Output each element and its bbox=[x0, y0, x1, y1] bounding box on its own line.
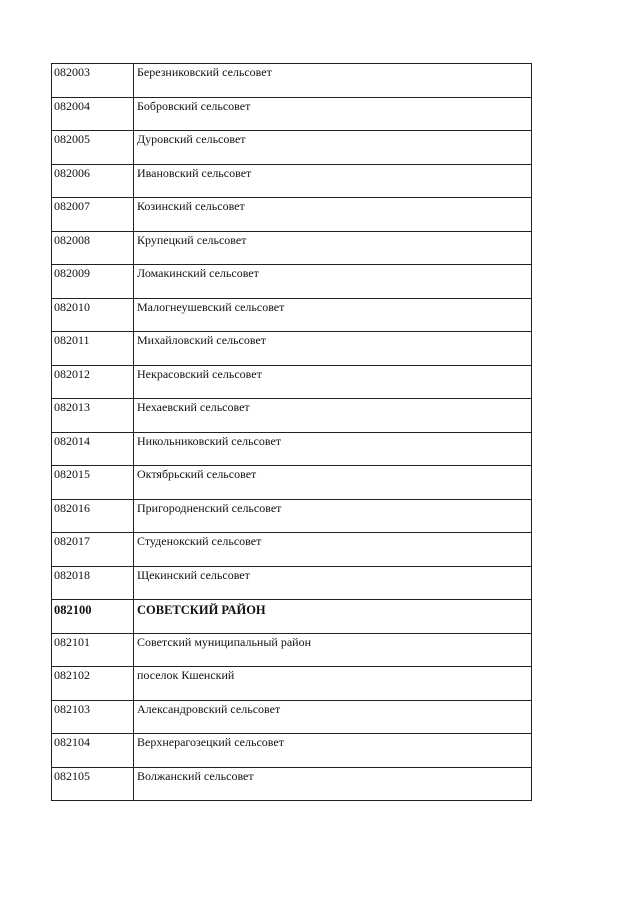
row-name: Советский муниципальный район bbox=[134, 633, 532, 667]
table-row bbox=[52, 466, 532, 500]
row-code: 082018 bbox=[52, 566, 134, 600]
row-name: Александровский сельсовет bbox=[134, 700, 532, 734]
row-code: 082100 bbox=[52, 600, 134, 634]
row-name: Никольниковский сельсовет bbox=[134, 432, 532, 466]
row-name: Октябрьский сельсовет bbox=[134, 466, 532, 500]
row-name: Щекинский сельсовет bbox=[134, 566, 532, 600]
row-code: 082014 bbox=[52, 432, 134, 466]
table-row bbox=[52, 97, 532, 131]
table-row bbox=[52, 298, 532, 332]
row-code: 082012 bbox=[52, 365, 134, 399]
row-code: 082010 bbox=[52, 298, 134, 332]
row-code: 082008 bbox=[52, 231, 134, 265]
row-code: 082003 bbox=[52, 64, 134, 98]
row-code: 082013 bbox=[52, 399, 134, 433]
row-code: 082101 bbox=[52, 633, 134, 667]
row-code: 082102 bbox=[52, 667, 134, 701]
table-row bbox=[52, 533, 532, 567]
row-code: 082011 bbox=[52, 332, 134, 366]
row-name: Пригородненский сельсовет bbox=[134, 499, 532, 533]
table-row bbox=[52, 164, 532, 198]
row-name: Крупецкий сельсовет bbox=[134, 231, 532, 265]
row-name: Бобровский сельсовет bbox=[134, 97, 532, 131]
row-code: 082016 bbox=[52, 499, 134, 533]
table-row bbox=[52, 499, 532, 533]
row-code: 082009 bbox=[52, 265, 134, 299]
table-row bbox=[52, 566, 532, 600]
row-name: Козинский сельсовет bbox=[134, 198, 532, 232]
row-name: Ломакинский сельсовет bbox=[134, 265, 532, 299]
row-code: 082015 bbox=[52, 466, 134, 500]
table-row bbox=[52, 131, 532, 165]
row-name: Малогнеушевский сельсовет bbox=[134, 298, 532, 332]
row-name: Ивановский сельсовет bbox=[134, 164, 532, 198]
row-name: Некрасовский сельсовет bbox=[134, 365, 532, 399]
row-code: 082006 bbox=[52, 164, 134, 198]
table-row bbox=[52, 399, 532, 433]
row-name: Нехаевский сельсовет bbox=[134, 399, 532, 433]
district-header-row bbox=[52, 600, 532, 634]
row-name: Березниковский сельсовет bbox=[134, 64, 532, 98]
table-row bbox=[52, 332, 532, 366]
table-row bbox=[52, 633, 532, 667]
row-name: Волжанский сельсовет bbox=[134, 767, 532, 801]
table-row bbox=[52, 198, 532, 232]
row-name: Верхнерагозецкий сельсовет bbox=[134, 734, 532, 768]
code-table bbox=[51, 63, 532, 801]
row-code: 082103 bbox=[52, 700, 134, 734]
row-code: 082005 bbox=[52, 131, 134, 165]
table-row bbox=[52, 700, 532, 734]
row-code: 082017 bbox=[52, 533, 134, 567]
row-name: Студенокский сельсовет bbox=[134, 533, 532, 567]
row-name: СОВЕТСКИЙ РАЙОН bbox=[134, 600, 532, 634]
row-code: 082105 bbox=[52, 767, 134, 801]
table-row bbox=[52, 365, 532, 399]
row-code: 082007 bbox=[52, 198, 134, 232]
table-row bbox=[52, 265, 532, 299]
table-row bbox=[52, 231, 532, 265]
row-code: 082004 bbox=[52, 97, 134, 131]
table-row bbox=[52, 432, 532, 466]
table-row bbox=[52, 64, 532, 98]
table-row bbox=[52, 667, 532, 701]
row-name: Дуровский сельсовет bbox=[134, 131, 532, 165]
row-code: 082104 bbox=[52, 734, 134, 768]
table-row bbox=[52, 734, 532, 768]
row-name: поселок Кшенский bbox=[134, 667, 532, 701]
row-name: Михайловский сельсовет bbox=[134, 332, 532, 366]
table-row bbox=[52, 767, 532, 801]
